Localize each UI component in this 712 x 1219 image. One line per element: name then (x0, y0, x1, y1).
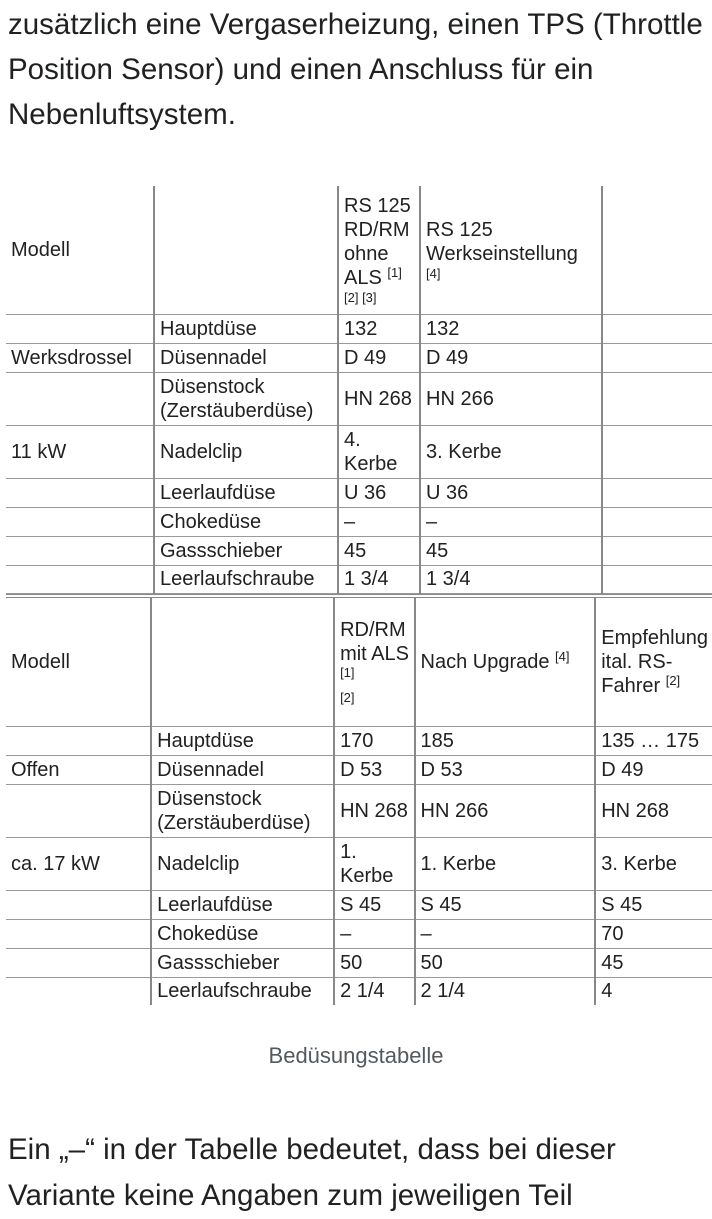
group-cell (6, 478, 154, 507)
value-cell: 4 (601, 980, 613, 1003)
param-cell: Düsenstock (Zerstäuberdüse) (154, 372, 338, 425)
table-row (6, 977, 712, 1005)
group-cell (6, 726, 151, 755)
value-cell: U 36 (420, 478, 602, 507)
empty-header (602, 186, 712, 314)
param-cell: Leerlaufdüse (154, 478, 338, 507)
table-row (6, 755, 712, 784)
value-cell: – (420, 507, 602, 536)
column-header-rs125-ohne-als: RS 125 RD/RM ohne ALS [1] [2] [3] (338, 186, 420, 314)
table-row (6, 425, 712, 478)
value-cell: 4. Kerbe (338, 425, 420, 478)
value-cell: D 53 (415, 755, 596, 784)
footnote-ref[interactable]: [1] (340, 664, 355, 680)
value-cell (602, 507, 712, 536)
value-cell: U 36 (338, 478, 420, 507)
table-header-row (6, 596, 712, 726)
value-cell (602, 372, 712, 425)
jetting-table-open (6, 594, 712, 1005)
model-header: Modell (6, 596, 151, 726)
table-header-row (6, 186, 712, 314)
value-cell: 45 (420, 536, 602, 565)
jetting-table-factory-throttle (6, 186, 712, 594)
param-cell: Gassschieber (151, 948, 334, 977)
value-cell: 3. Kerbe (595, 837, 712, 890)
value-cell: 185 (415, 726, 596, 755)
intro-paragraph: zusätzlich eine Vergaserheizung, einen TPS (Throttle Position Sensor) und einen Anschluss für ein Nebenluftsystem. (8, 8, 703, 131)
table-row (6, 314, 712, 343)
param-cell: Gassschieber (154, 536, 338, 565)
value-cell (602, 478, 712, 507)
group-cell: Werksdrossel (6, 343, 154, 372)
group-cell (6, 372, 154, 425)
footnote-ref[interactable]: [1] (387, 264, 402, 280)
param-cell: Hauptdüse (151, 726, 334, 755)
table-row (6, 726, 712, 755)
value-cell: 3. Kerbe (420, 425, 602, 478)
group-cell (6, 314, 154, 343)
value-cell: 2 1/4 (415, 977, 596, 1005)
param-cell: Düsenstock (Zerstäuberdüse) (151, 784, 334, 837)
column-header-empfehlung: Empfehlung ital. RS-Fahrer [2] (595, 596, 712, 726)
table-row (6, 536, 712, 565)
group-cell: ca. 17 kW (6, 837, 151, 890)
value-cell: HN 266 (420, 372, 602, 425)
value-cell (602, 536, 712, 565)
table-row (6, 837, 712, 890)
param-cell: Chokedüse (151, 919, 334, 948)
value-cell: 45 (338, 536, 420, 565)
value-cell: 50 (415, 948, 596, 977)
group-cell (6, 565, 154, 593)
param-cell: Nadelclip (154, 425, 338, 478)
column-header-rdrm-mit-als: RD/RM mit ALS [1] [2] (334, 596, 414, 726)
table-row (6, 478, 712, 507)
model-header: Modell (6, 186, 154, 314)
value-cell: S 45 (415, 890, 596, 919)
outro-paragraph: Ein „–“ in der Tabelle bedeutet, dass bei dieser Variante keine Angaben zum jeweiligen Teil (8, 1133, 616, 1212)
value-cell: 1 3/4 (420, 565, 602, 593)
column-header-rs125-werkseinstellung: RS 125 Werkseinstellung [4] (420, 186, 602, 314)
group-cell: Offen (6, 755, 151, 784)
group-cell (6, 890, 151, 919)
value-cell: – (338, 507, 420, 536)
value-cell: 70 (595, 919, 712, 948)
value-cell: D 53 (334, 755, 414, 784)
param-cell: Leerlaufschraube (154, 565, 338, 593)
param-cell: Chokedüse (154, 507, 338, 536)
value-cell: 45 (595, 948, 712, 977)
group-cell (6, 977, 151, 1005)
table-caption: Bedüsungstabelle (268, 1043, 444, 1068)
group-cell (6, 919, 151, 948)
footnote-ref[interactable]: [2] [3] (344, 289, 377, 305)
value-cell: 1 3/4 (338, 565, 420, 593)
param-header (151, 596, 334, 726)
param-header (154, 186, 338, 314)
group-cell (6, 507, 154, 536)
value-cell: 132 (420, 314, 602, 343)
value-cell (602, 565, 712, 593)
group-cell (6, 536, 154, 565)
value-cell: HN 266 (415, 784, 596, 837)
footnote-ref[interactable]: [2] (340, 689, 355, 705)
value-cell: – (334, 919, 414, 948)
param-cell: Hauptdüse (154, 314, 338, 343)
group-cell (6, 784, 151, 837)
footnote-ref[interactable]: [2] (665, 672, 681, 688)
value-cell: 135 … 175 (595, 726, 712, 755)
value-cell: S 45 (334, 890, 414, 919)
column-header-nach-upgrade: Nach Upgrade [4] (415, 596, 596, 726)
param-cell: Nadelclip (151, 837, 334, 890)
value-cell: D 49 (338, 343, 420, 372)
table-row (6, 919, 712, 948)
value-cell: 1. Kerbe (334, 837, 414, 890)
table-row (6, 565, 712, 593)
group-cell (6, 948, 151, 977)
footnote-ref[interactable]: [4] (426, 265, 441, 281)
param-cell: Leerlaufschraube (151, 977, 334, 1005)
value-cell: 170 (334, 726, 414, 755)
value-cell (602, 425, 712, 478)
value-cell: HN 268 (334, 784, 414, 837)
value-cell: – (415, 919, 596, 948)
value-cell: HN 268 (595, 784, 712, 837)
value-cell: 1. Kerbe (415, 837, 596, 890)
param-cell: Düsennadel (151, 755, 334, 784)
table-row (6, 343, 712, 372)
value-cell: D 49 (420, 343, 602, 372)
value-cell: D 49 (595, 755, 712, 784)
group-cell: 11 kW (6, 425, 154, 478)
table-row (6, 784, 712, 837)
value-cell: HN 268 (338, 372, 420, 425)
value-cell: S 45 (595, 890, 712, 919)
table-row (6, 507, 712, 536)
table-row (6, 948, 712, 977)
table-row (6, 372, 712, 425)
value-cell: 132 (338, 314, 420, 343)
value-cell (602, 343, 712, 372)
param-cell: Leerlaufdüse (151, 890, 334, 919)
table-row (6, 890, 712, 919)
param-cell: Düsennadel (154, 343, 338, 372)
value-cell: 50 (334, 948, 414, 977)
value-cell: 2 1/4 (334, 977, 414, 1005)
value-cell (602, 314, 712, 343)
footnote-ref[interactable]: [4] (555, 648, 570, 664)
